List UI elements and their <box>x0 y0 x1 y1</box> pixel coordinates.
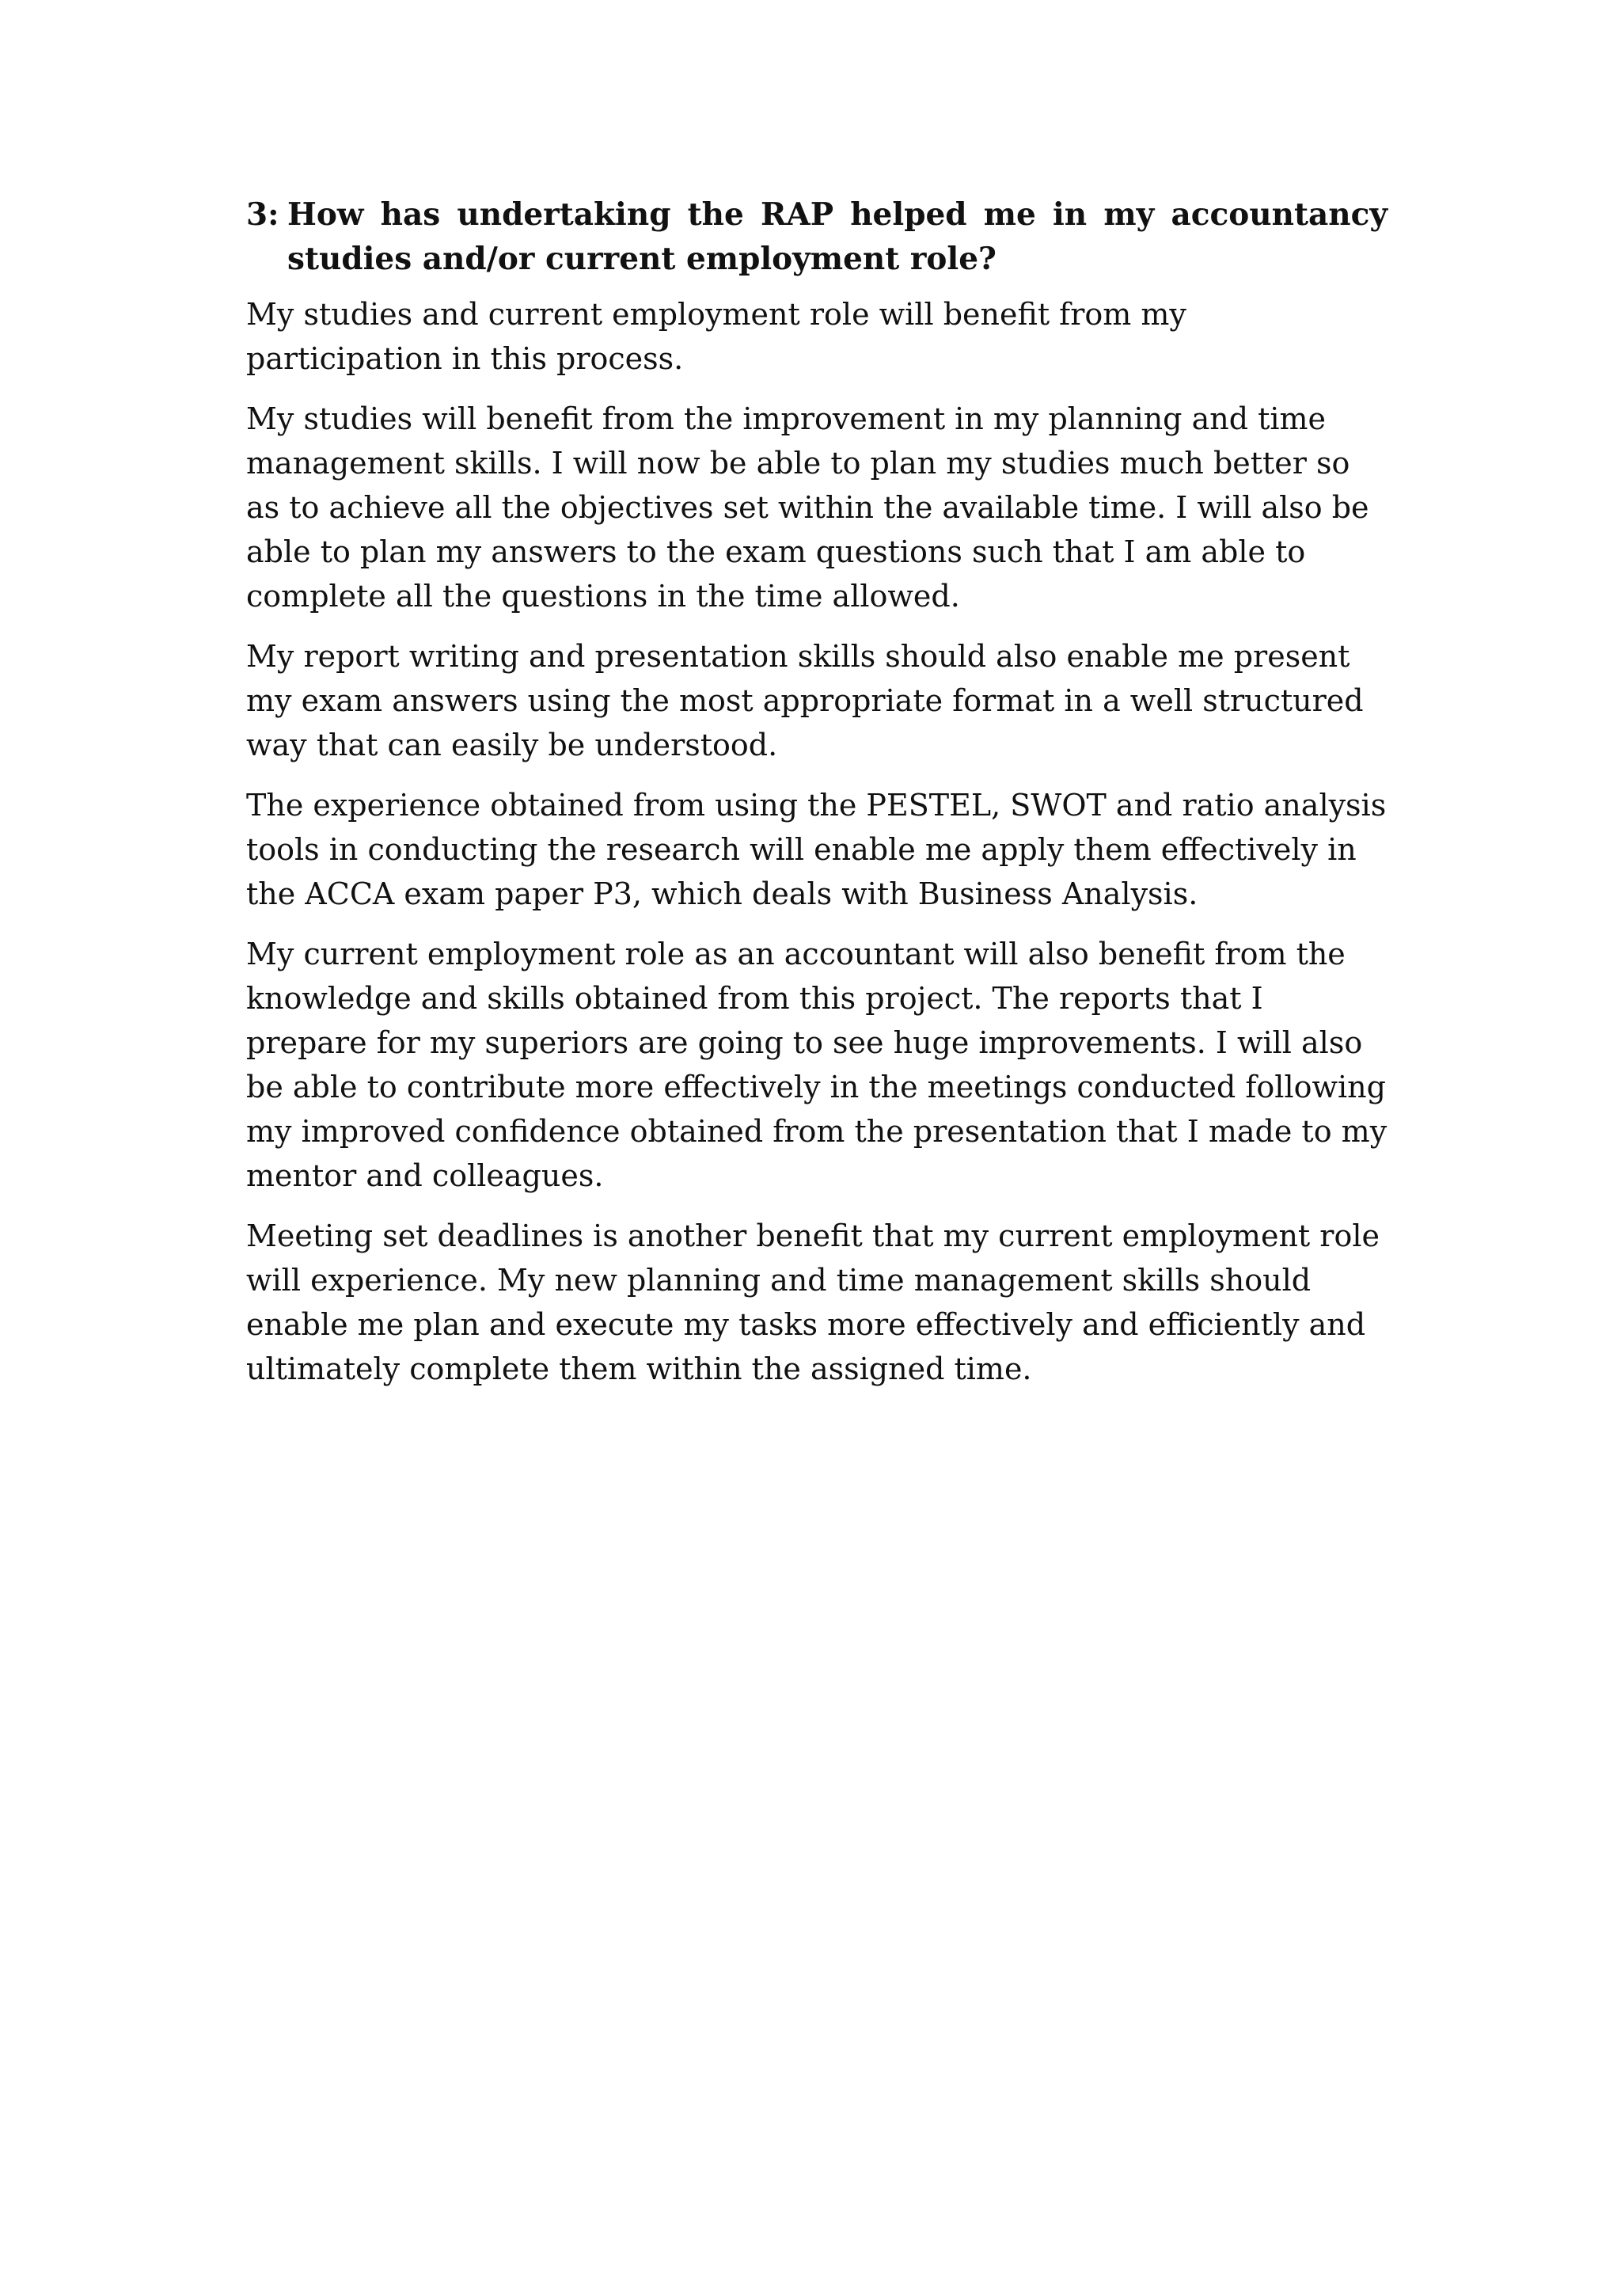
paragraph-deadlines: Meeting set deadlines is another benefit that my current employment role will experience. My new planning and time management skills should enable me plan and execute my tasks more effectively and efficiently and ultimately complete them within the assigned time. <box>246 1218 1380 1386</box>
paragraph-intro: My studies and current employment role will benefit from my participation in this process. <box>246 297 1186 376</box>
section-number: 3: <box>246 196 279 233</box>
paragraph-studies: My studies will benefit from the improvement in my planning and time management skills. I will now be able to plan my studies much better so as to achieve all the objectives set within the available time. I will also be able to plan my answers to the exam questions such that I am able to complete all the questions in the time allowed. <box>246 401 1369 614</box>
paragraph-analysis-tools: The experience obtained from using the PESTEL, SWOT and ratio analysis tools in conducting the research will enable me apply them effectively in the ACCA exam paper P3, which deals with Business Analysis. <box>246 788 1387 911</box>
paragraph-report-writing: My report writing and presentation skills should also enable me present my exam answers using the most appropriate format in a well structured way that can easily be understood. <box>246 639 1364 762</box>
page-content <box>246 192 1388 1407</box>
section-title: How has undertaking the RAP helped me in my accountancy studies and/or current employment role? <box>287 196 1388 277</box>
paragraph-employment-role: My current employment role as an accountant will also benefit from the knowledge and skills obtained from this project. The reports that I prepare for my superiors are going to see huge improvements. I will also be able to contribute more effectively in the meetings conducted following my improved confidence obtained from the presentation that I made to my mentor and colleagues. <box>246 937 1388 1193</box>
section-heading <box>246 192 1388 281</box>
